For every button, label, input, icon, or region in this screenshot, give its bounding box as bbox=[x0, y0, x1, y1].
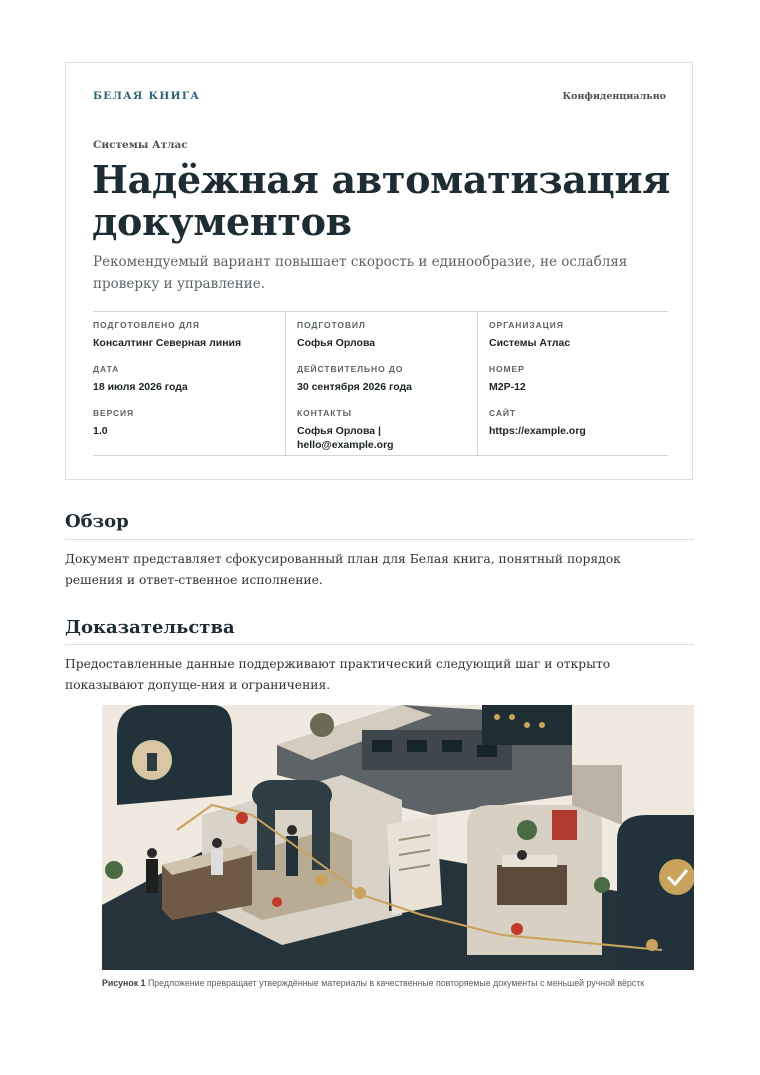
section-divider bbox=[65, 539, 694, 540]
page-title: Надёжная автоматизация документов bbox=[92, 157, 671, 244]
meta-label: НОМЕР bbox=[489, 364, 525, 374]
figure-caption-text: Предложение превращает утверждённые материалы в качественные повторяемые документы с меньшей ручной вёрстк bbox=[147, 978, 645, 988]
meta-label: САЙТ bbox=[489, 408, 516, 418]
meta-number bbox=[489, 364, 668, 407]
section-divider bbox=[65, 644, 694, 645]
figure-caption-label: Рисунок 1 bbox=[102, 978, 146, 988]
meta-label: ОРГАНИЗАЦИЯ bbox=[489, 320, 564, 330]
meta-value: 30 сентября 2026 года bbox=[297, 381, 412, 393]
meta-value: Системы Атлас bbox=[489, 337, 571, 349]
meta-version bbox=[93, 408, 285, 451]
meta-prepared-for bbox=[93, 320, 285, 363]
overview-heading: Обзор bbox=[65, 511, 129, 532]
overview-paragraph: Документ представляет сфокусированный план для Белая книга, понятный порядок решения и ответ-ственное исполнение. bbox=[65, 552, 621, 587]
organization-name: Системы Атлас bbox=[93, 139, 188, 151]
metadata-column bbox=[93, 312, 285, 455]
evidence-paragraph: Предоставленные данные поддерживают практический следующий шаг и открыто показывают допуще-ния и ограничения. bbox=[65, 657, 611, 692]
evidence-heading: Доказательства bbox=[65, 617, 235, 638]
cover-card bbox=[65, 62, 693, 480]
meta-value: Софья Орлова bbox=[297, 337, 376, 349]
meta-label: ДЕЙСТВИТЕЛЬНО ДО bbox=[297, 364, 404, 374]
confidential-label: Конфиденциально bbox=[562, 91, 666, 102]
meta-value: 1.0 bbox=[93, 425, 108, 437]
meta-site bbox=[489, 408, 668, 451]
page-subtitle: Рекомендуемый вариант повышает скорость и единообразие, не ослабляя проверку и управление. bbox=[93, 254, 628, 292]
meta-label: ПОДГОТОВИЛ bbox=[297, 320, 366, 330]
meta-valid-until bbox=[297, 364, 477, 407]
meta-label: ПОДГОТОВЛЕНО ДЛЯ bbox=[93, 320, 200, 330]
meta-label: КОНТАКТЫ bbox=[297, 408, 352, 418]
metadata-table bbox=[93, 311, 668, 456]
meta-contacts bbox=[297, 408, 477, 451]
meta-organization bbox=[489, 320, 668, 363]
meta-prepared-by bbox=[297, 320, 477, 363]
metadata-column bbox=[285, 312, 477, 455]
meta-label: ДАТА bbox=[93, 364, 120, 374]
metadata-column bbox=[477, 312, 668, 455]
figure-caption bbox=[102, 978, 697, 988]
meta-value: https://example.org bbox=[489, 425, 586, 437]
meta-date bbox=[93, 364, 285, 407]
figure-illustration bbox=[102, 705, 694, 970]
meta-value: Софья Орлова | hello@example.org bbox=[297, 425, 394, 451]
document-type-label: БЕЛАЯ КНИГА bbox=[93, 90, 201, 102]
meta-value: Консалтинг Северная линия bbox=[93, 337, 242, 349]
meta-value: M2P-12 bbox=[489, 381, 526, 393]
meta-label: ВЕРСИЯ bbox=[93, 408, 135, 418]
meta-value: 18 июля 2026 года bbox=[93, 381, 188, 393]
isometric-office-illustration bbox=[102, 705, 694, 970]
